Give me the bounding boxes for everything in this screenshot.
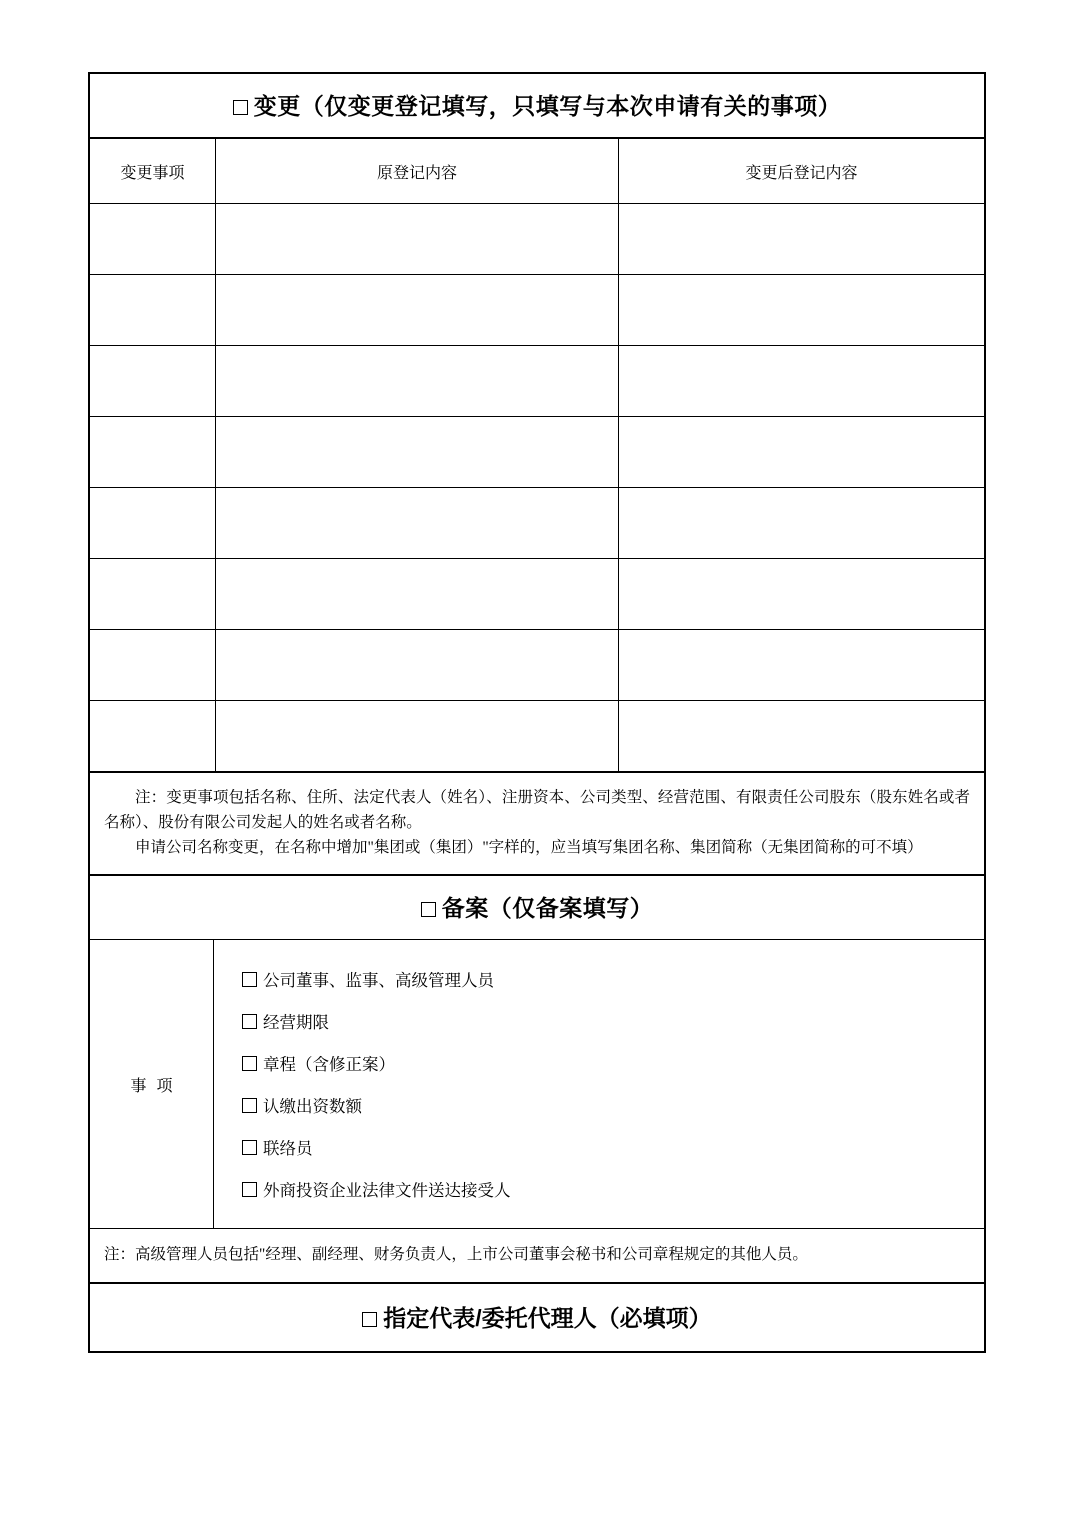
cell-changed[interactable] xyxy=(619,275,985,346)
form-container xyxy=(88,72,986,1353)
record-section-body xyxy=(90,940,984,1229)
record-item-label: 外商投资企业法律文件送达接受人 xyxy=(263,1182,511,1201)
cell-original[interactable] xyxy=(216,417,619,488)
cell-item[interactable] xyxy=(90,701,216,772)
record-item-liaison[interactable] xyxy=(242,1126,984,1168)
record-label: 事项 xyxy=(90,940,214,1228)
record-section-checkbox[interactable] xyxy=(421,902,436,917)
record-item-checkbox[interactable] xyxy=(242,1014,257,1029)
record-item-foreign-documents[interactable] xyxy=(242,1168,984,1210)
record-item-checkbox[interactable] xyxy=(242,1098,257,1113)
table-row xyxy=(90,417,984,488)
note-line-1: 注：变更事项包括名称、住所、法定代表人（姓名）、注册资本、公司类型、经营范围、有限责任公司股东（股东姓名或者名称）、股份有限公司发起人的姓名或者名称。 xyxy=(104,789,970,832)
cell-original[interactable] xyxy=(216,701,619,772)
cell-changed[interactable] xyxy=(619,204,985,275)
cell-original[interactable] xyxy=(216,204,619,275)
record-section-note: 注：高级管理人员包括"经理、副经理、财务负责人，上市公司董事会秘书和公司章程规定的其他人员。 xyxy=(90,1229,984,1284)
cell-changed[interactable] xyxy=(619,701,985,772)
record-item-checkbox[interactable] xyxy=(242,972,257,987)
column-header-changed: 变更后登记内容 xyxy=(619,139,985,204)
column-header-original: 原登记内容 xyxy=(216,139,619,204)
cell-original[interactable] xyxy=(216,275,619,346)
record-section-title-text: 备案（仅备案填写） xyxy=(441,895,654,922)
cell-original[interactable] xyxy=(216,488,619,559)
table-row xyxy=(90,488,984,559)
cell-original[interactable] xyxy=(216,559,619,630)
record-item-directors[interactable] xyxy=(242,958,984,1000)
cell-item[interactable] xyxy=(90,559,216,630)
table-row xyxy=(90,630,984,701)
cell-changed[interactable] xyxy=(619,488,985,559)
record-item-label: 公司董事、监事、高级管理人员 xyxy=(263,972,494,991)
agent-section-checkbox[interactable] xyxy=(362,1312,377,1327)
change-section-title-text: 变更（仅变更登记填写，只填写与本次申请有关的事项） xyxy=(253,93,842,119)
cell-changed[interactable] xyxy=(619,346,985,417)
record-items-list xyxy=(214,940,984,1228)
table-row xyxy=(90,701,984,772)
cell-item[interactable] xyxy=(90,488,216,559)
record-item-label: 认缴出资数额 xyxy=(263,1098,362,1117)
record-item-term[interactable] xyxy=(242,1000,984,1042)
change-section-title xyxy=(90,74,984,139)
table-header-row xyxy=(90,139,984,204)
record-item-checkbox[interactable] xyxy=(242,1140,257,1155)
change-table xyxy=(90,139,984,772)
record-item-checkbox[interactable] xyxy=(242,1182,257,1197)
table-row xyxy=(90,275,984,346)
record-item-capital[interactable] xyxy=(242,1084,984,1126)
cell-changed[interactable] xyxy=(619,559,985,630)
record-section-title xyxy=(90,876,984,940)
cell-item[interactable] xyxy=(90,346,216,417)
cell-item[interactable] xyxy=(90,204,216,275)
cell-item[interactable] xyxy=(90,417,216,488)
record-item-articles[interactable] xyxy=(242,1042,984,1084)
record-item-label: 经营期限 xyxy=(263,1014,329,1033)
note-line-2: 申请公司名称变更，在名称中增加"集团或（集团）"字样的，应当填写集团名称、集团简称（无集团简称的可不填） xyxy=(135,839,923,857)
table-row xyxy=(90,346,984,417)
cell-original[interactable] xyxy=(216,630,619,701)
table-row xyxy=(90,204,984,275)
change-section-checkbox[interactable] xyxy=(233,100,248,115)
cell-changed[interactable] xyxy=(619,630,985,701)
agent-section-title xyxy=(90,1284,984,1351)
table-row xyxy=(90,559,984,630)
agent-section-title-text: 指定代表/委托代理人（必填项） xyxy=(383,1305,712,1332)
change-section-note xyxy=(90,772,984,876)
cell-original[interactable] xyxy=(216,346,619,417)
record-item-checkbox[interactable] xyxy=(242,1056,257,1071)
cell-changed[interactable] xyxy=(619,417,985,488)
record-item-label: 章程（含修正案） xyxy=(263,1056,395,1075)
record-item-label: 联络员 xyxy=(263,1140,313,1159)
cell-item[interactable] xyxy=(90,275,216,346)
cell-item[interactable] xyxy=(90,630,216,701)
column-header-item: 变更事项 xyxy=(90,139,216,204)
